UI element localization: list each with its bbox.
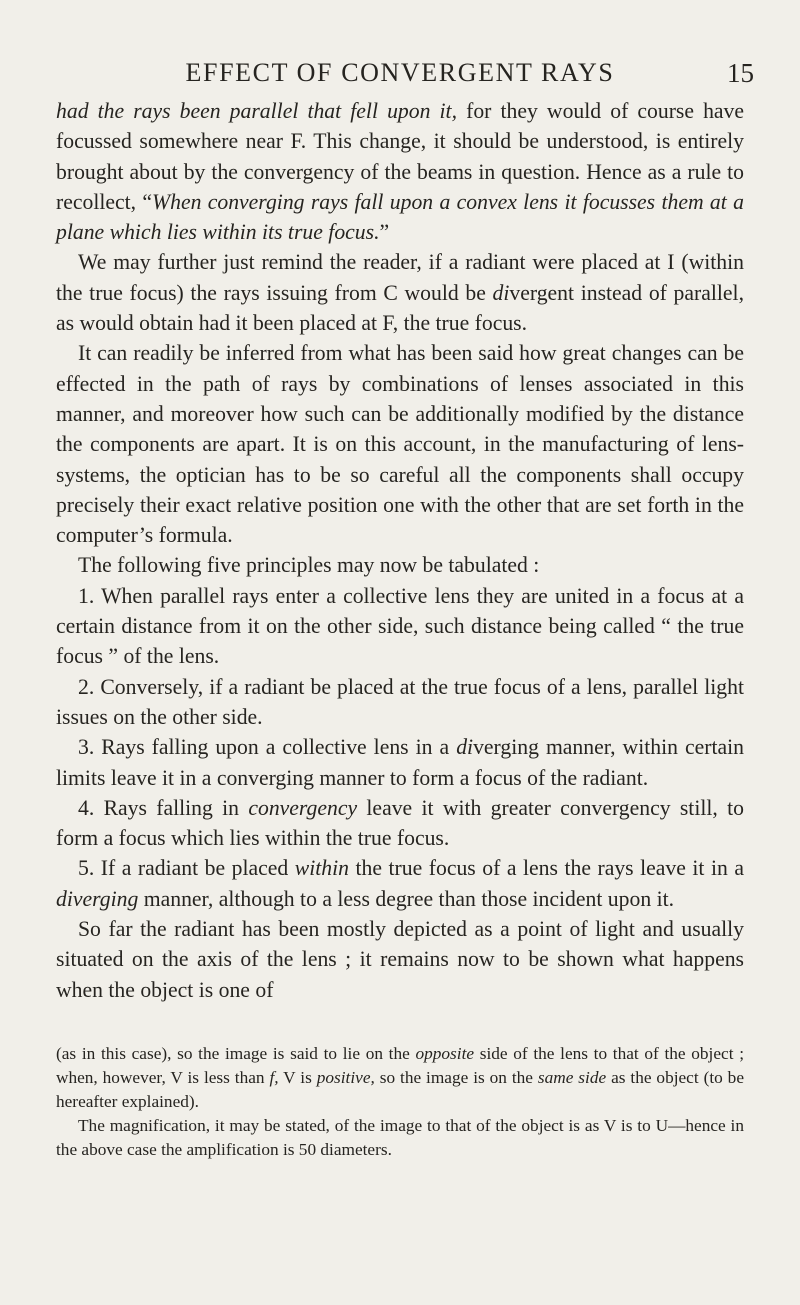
footnote-paragraph-1: (as in this case), so the image is said to lie on the opposite side of the lens to that of the object ; when, however, V is less than f, V is positive, so the image is on the same side as the object (to be hereafter explained).: [56, 1044, 744, 1111]
paragraph-2: We may further just remind the reader, if a radiant were placed at I (within the true focus) the rays issuing from C would be divergent instead of parallel, as would obtain had it been placed at F, the true focus.: [56, 250, 744, 336]
principle-4: 4. Rays falling in convergency leave it with greater convergency still, to form a focus which lies within the true focus.: [56, 795, 745, 851]
principle-2: 2. Conversely, if a radiant be placed at the true focus of a lens, parallel light issues on the other side.: [56, 674, 744, 729]
running-head: EFFECT OF CONVERGENT RAYS: [185, 58, 615, 87]
principle-5: 5. If a radiant be placed within the true focus of a lens the rays leave it in a diverging manner, although to a less degree than those incident upon it.: [56, 856, 744, 911]
paragraph-3: It can readily be inferred from what has been said how great changes can be effected in the path of rays by combinations of lenses associated in this manner, and moreover how such can be additionally modified by the distance the components are apart. It is on this account, in the manufacturing of lens-systems, the optician has to be so careful all the components shall occupy precisely their exact relative position one with the other that are set forth in the computer’s formula.: [56, 341, 744, 548]
page-number: 15: [727, 58, 754, 88]
page-header: [0, 58, 800, 98]
paragraph-1: had the rays been parallel that fell upon it, for they would of course have focussed somewhere near F. This change, it should be understood, is entirely brought about by the convergency of the beams in question. Hence as a rule to recollect, “When converging rays fall upon a convex lens it focusses them at a plane which lies within its true focus.”: [56, 99, 745, 245]
body-text: [56, 96, 744, 1005]
footnote: [56, 1042, 744, 1162]
footnote-paragraph-2: The magnification, it may be stated, of the image to that of the object is as V is to U—hence in the above case the amplification is 50 diameters.: [56, 1116, 744, 1159]
principle-3: 3. Rays falling upon a collective lens in a diverging manner, within certain limits leave it in a converging manner to form a focus of the radiant.: [56, 735, 744, 790]
paragraph-5: So far the radiant has been mostly depicted as a point of light and usually situated on the axis of the lens ; it remains now to be shown what happens when the object is one of: [56, 917, 744, 1002]
principle-1: 1. When parallel rays enter a collective lens they are united in a focus at a certain distance from it on the other side, such distance being called “ the true focus ” of the lens.: [56, 583, 744, 669]
paragraph-4: The following five principles may now be tabulated :: [78, 553, 540, 578]
